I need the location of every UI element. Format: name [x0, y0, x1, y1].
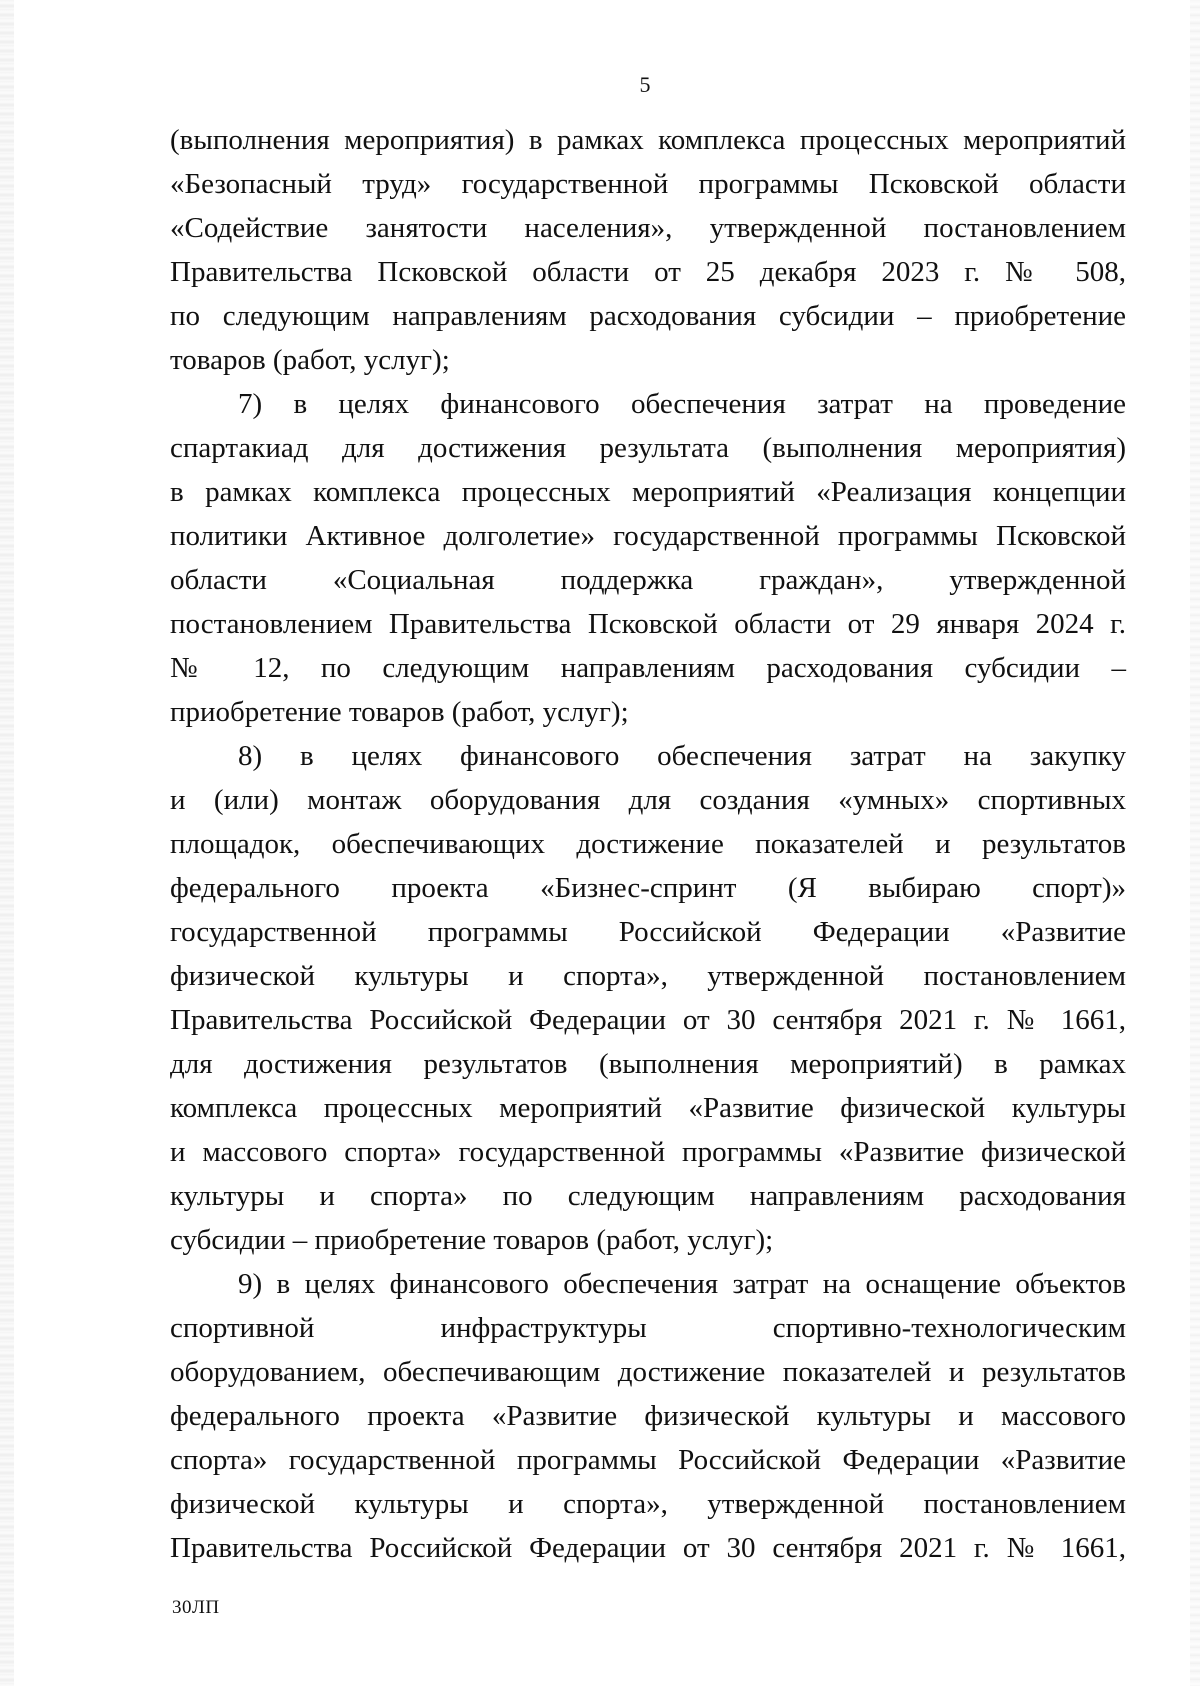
- paragraph-9-start: 9) в целях финансового обеспечения затрат на оснащение объектов: [238, 1268, 1126, 1300]
- text-line: федерального проекта «Бизнес-спринт (Я выбираю спорт)»: [170, 872, 1126, 904]
- text-line: постановлением Правительства Псковской области от 29 января 2024 г.: [170, 608, 1126, 640]
- text-line: спортивной инфраструктуры спортивно-технологическим: [170, 1312, 1126, 1344]
- text-line: Правительства Российской Федерации от 30 сентября 2021 г. № 1661,: [170, 1532, 1126, 1564]
- document-code: 30ЛП: [172, 1597, 220, 1618]
- text-line: «Безопасный труд» государственной программы Псковской области: [170, 168, 1126, 200]
- paragraph-7-start: 7) в целях финансового обеспечения затрат на проведение: [238, 388, 1126, 420]
- text-line: физической культуры и спорта», утвержденной постановлением: [170, 960, 1126, 992]
- text-line: «Содействие занятости населения», утвержденной постановлением: [170, 212, 1126, 244]
- text-line: в рамках комплекса процессных мероприятий «Реализация концепции: [170, 476, 1126, 508]
- text-line: для достижения результатов (выполнения мероприятий) в рамках: [170, 1048, 1126, 1080]
- text-line: области «Социальная поддержка граждан», утвержденной: [170, 564, 1126, 596]
- text-line: площадок, обеспечивающих достижение показателей и результатов: [170, 828, 1126, 860]
- document-body: [170, 118, 1126, 1570]
- text-line: оборудованием, обеспечивающим достижение показателей и результатов: [170, 1356, 1126, 1388]
- text-line: федерального проекта «Развитие физической культуры и массового: [170, 1400, 1126, 1432]
- text-line: спартакиад для достижения результата (выполнения мероприятия): [170, 432, 1126, 464]
- text-line: политики Активное долголетие» государственной программы Псковской: [170, 520, 1126, 552]
- text-line: (выполнения мероприятия) в рамках комплекса процессных мероприятий: [170, 124, 1126, 156]
- text-line: № 12, по следующим направлениям расходования субсидии –: [170, 652, 1126, 684]
- text-line: спорта» государственной программы Российской Федерации «Развитие: [170, 1444, 1126, 1476]
- text-line: Правительства Российской Федерации от 30 сентября 2021 г. № 1661,: [170, 1004, 1126, 1036]
- page-number: 5: [639, 72, 651, 97]
- text-line: приобретение товаров (работ, услуг);: [170, 696, 629, 728]
- scan-edge-left: [0, 0, 14, 1686]
- scan-edge-right: [1190, 0, 1200, 1686]
- paragraph-8-start: 8) в целях финансового обеспечения затрат на закупку: [238, 740, 1126, 772]
- text-line: физической культуры и спорта», утвержденной постановлением: [170, 1488, 1126, 1520]
- text-line: культуры и спорта» по следующим направлениям расходования: [170, 1180, 1126, 1212]
- text-line: товаров (работ, услуг);: [170, 344, 450, 376]
- text-line: субсидии – приобретение товаров (работ, услуг);: [170, 1224, 774, 1256]
- text-line: государственной программы Российской Федерации «Развитие: [170, 916, 1126, 948]
- text-line: комплекса процессных мероприятий «Развитие физической культуры: [170, 1092, 1126, 1124]
- text-line: Правительства Псковской области от 25 декабря 2023 г. № 508,: [170, 256, 1126, 288]
- text-line: и массового спорта» государственной программы «Развитие физической: [170, 1136, 1126, 1168]
- text-line: и (или) монтаж оборудования для создания «умных» спортивных: [170, 784, 1126, 816]
- text-line: по следующим направлениям расходования субсидии – приобретение: [170, 300, 1126, 332]
